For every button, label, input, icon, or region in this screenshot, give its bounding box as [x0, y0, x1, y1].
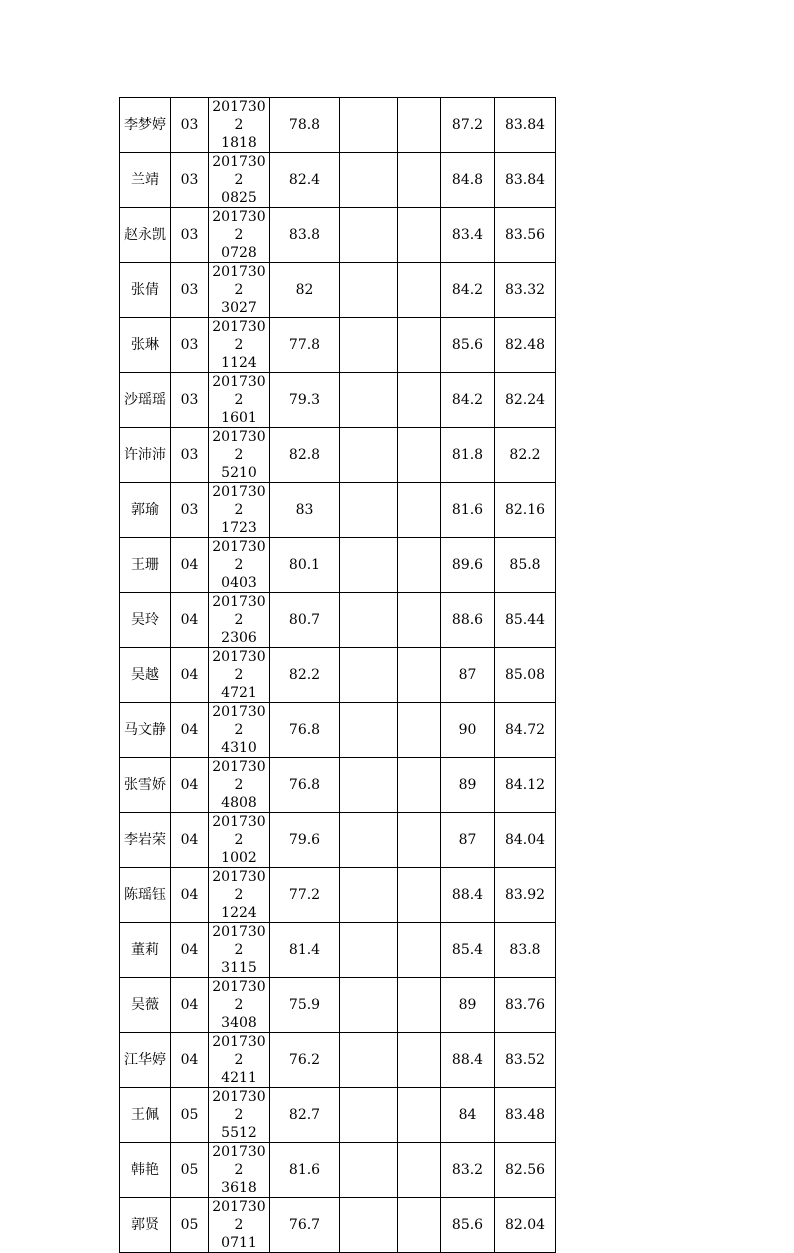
- total-score: 83.8: [495, 923, 556, 978]
- table-row: [120, 1143, 556, 1198]
- written-score: 82: [270, 263, 340, 318]
- group-number: 03: [171, 428, 209, 483]
- written-score: 79.3: [270, 373, 340, 428]
- exam-id-line-1: 2017302: [212, 484, 266, 518]
- exam-id-line-2: 1224: [221, 905, 257, 921]
- group-number: 04: [171, 593, 209, 648]
- blank-cell: [340, 978, 398, 1033]
- group-number: 04: [171, 648, 209, 703]
- table-row: [120, 703, 556, 758]
- table-row: [120, 318, 556, 373]
- exam-id-line-1: 2017302: [212, 264, 266, 298]
- interview-score: 84.8: [441, 153, 495, 208]
- candidate-name: 张倩: [120, 263, 171, 318]
- group-number: 03: [171, 373, 209, 428]
- candidate-name: 沙瑶瑶: [120, 373, 171, 428]
- group-number: 04: [171, 758, 209, 813]
- exam-id-line-2: 3618: [221, 1180, 257, 1196]
- blank-cell: [340, 1143, 398, 1198]
- exam-id: [209, 1033, 270, 1088]
- exam-id: [209, 538, 270, 593]
- exam-id-line-2: 3408: [221, 1015, 257, 1031]
- exam-id: [209, 758, 270, 813]
- blank-cell: [398, 758, 441, 813]
- blank-cell: [398, 1088, 441, 1143]
- blank-cell: [398, 538, 441, 593]
- interview-score: 89.6: [441, 538, 495, 593]
- blank-cell: [398, 703, 441, 758]
- candidate-name: 李岩荣: [120, 813, 171, 868]
- total-score: 83.56: [495, 208, 556, 263]
- interview-score: 81.8: [441, 428, 495, 483]
- exam-id: [209, 978, 270, 1033]
- written-score: 76.2: [270, 1033, 340, 1088]
- total-score: 83.48: [495, 1088, 556, 1143]
- exam-id-line-1: 2017302: [212, 649, 266, 683]
- table-row: [120, 208, 556, 263]
- total-score: 82.04: [495, 1198, 556, 1253]
- exam-id-line-1: 2017302: [212, 759, 266, 793]
- candidate-name: 江华婷: [120, 1033, 171, 1088]
- blank-cell: [340, 758, 398, 813]
- candidate-name: 吴薇: [120, 978, 171, 1033]
- candidate-name: 郭贤: [120, 1198, 171, 1253]
- blank-cell: [340, 1198, 398, 1253]
- total-score: 83.52: [495, 1033, 556, 1088]
- interview-score: 83.2: [441, 1143, 495, 1198]
- blank-cell: [398, 483, 441, 538]
- exam-id-line-1: 2017302: [212, 319, 266, 353]
- interview-score: 87: [441, 648, 495, 703]
- blank-cell: [340, 153, 398, 208]
- candidate-name: 吴越: [120, 648, 171, 703]
- exam-id: [209, 153, 270, 208]
- candidate-name: 韩艳: [120, 1143, 171, 1198]
- exam-id-line-1: 2017302: [212, 429, 266, 463]
- blank-cell: [398, 923, 441, 978]
- interview-score: 88.6: [441, 593, 495, 648]
- exam-id-line-1: 2017302: [212, 209, 266, 243]
- interview-score: 87: [441, 813, 495, 868]
- group-number: 03: [171, 483, 209, 538]
- written-score: 75.9: [270, 978, 340, 1033]
- candidate-name: 郭瑜: [120, 483, 171, 538]
- table-row: [120, 923, 556, 978]
- group-number: 03: [171, 98, 209, 153]
- written-score: 83: [270, 483, 340, 538]
- exam-id-line-2: 0825: [221, 190, 257, 206]
- exam-id: [209, 1088, 270, 1143]
- table-row: [120, 373, 556, 428]
- table-row: [120, 868, 556, 923]
- table-row: [120, 1198, 556, 1253]
- exam-id-line-2: 1124: [221, 355, 257, 371]
- exam-id-line-1: 2017302: [212, 704, 266, 738]
- interview-score: 84.2: [441, 373, 495, 428]
- exam-id: [209, 318, 270, 373]
- exam-id: [209, 428, 270, 483]
- table-row: [120, 428, 556, 483]
- exam-id-line-1: 2017302: [212, 814, 266, 848]
- blank-cell: [340, 923, 398, 978]
- interview-score: 88.4: [441, 1033, 495, 1088]
- total-score: 84.04: [495, 813, 556, 868]
- table-row: [120, 153, 556, 208]
- exam-id: [209, 208, 270, 263]
- total-score: 83.84: [495, 98, 556, 153]
- table-row: [120, 593, 556, 648]
- blank-cell: [398, 1198, 441, 1253]
- total-score: 83.84: [495, 153, 556, 208]
- exam-id-line-2: 3115: [221, 960, 257, 976]
- total-score: 82.24: [495, 373, 556, 428]
- blank-cell: [398, 648, 441, 703]
- exam-id-line-1: 2017302: [212, 1199, 266, 1233]
- blank-cell: [340, 373, 398, 428]
- exam-id: [209, 1143, 270, 1198]
- interview-score: 84.2: [441, 263, 495, 318]
- candidate-name: 许沛沛: [120, 428, 171, 483]
- written-score: 77.2: [270, 868, 340, 923]
- blank-cell: [398, 978, 441, 1033]
- interview-score: 90: [441, 703, 495, 758]
- table-row: [120, 483, 556, 538]
- exam-id: [209, 483, 270, 538]
- blank-cell: [340, 1088, 398, 1143]
- group-number: 04: [171, 923, 209, 978]
- interview-score: 85.4: [441, 923, 495, 978]
- exam-id-line-1: 2017302: [212, 924, 266, 958]
- candidate-name: 吴玲: [120, 593, 171, 648]
- candidate-name: 陈瑶钰: [120, 868, 171, 923]
- exam-id: [209, 868, 270, 923]
- total-score: 83.92: [495, 868, 556, 923]
- table-row: [120, 978, 556, 1033]
- blank-cell: [340, 593, 398, 648]
- written-score: 76.8: [270, 703, 340, 758]
- blank-cell: [340, 813, 398, 868]
- exam-id: [209, 648, 270, 703]
- candidate-name: 张雪娇: [120, 758, 171, 813]
- blank-cell: [340, 263, 398, 318]
- exam-id-line-1: 2017302: [212, 1089, 266, 1123]
- total-score: 82.16: [495, 483, 556, 538]
- table-row: [120, 1088, 556, 1143]
- total-score: 82.48: [495, 318, 556, 373]
- exam-id-line-2: 1002: [221, 850, 257, 866]
- exam-id-line-2: 4808: [221, 795, 257, 811]
- exam-id: [209, 1198, 270, 1253]
- candidate-name: 王珊: [120, 538, 171, 593]
- group-number: 03: [171, 153, 209, 208]
- blank-cell: [398, 373, 441, 428]
- group-number: 04: [171, 538, 209, 593]
- group-number: 04: [171, 978, 209, 1033]
- exam-id: [209, 593, 270, 648]
- interview-score: 89: [441, 758, 495, 813]
- table-row: [120, 263, 556, 318]
- exam-id-line-2: 1818: [221, 135, 257, 151]
- total-score: 85.8: [495, 538, 556, 593]
- exam-id-line-2: 4211: [221, 1070, 257, 1086]
- blank-cell: [398, 1143, 441, 1198]
- total-score: 85.44: [495, 593, 556, 648]
- total-score: 84.72: [495, 703, 556, 758]
- blank-cell: [340, 648, 398, 703]
- blank-cell: [398, 593, 441, 648]
- group-number: 03: [171, 263, 209, 318]
- blank-cell: [340, 428, 398, 483]
- exam-id-line-1: 2017302: [212, 1144, 266, 1178]
- blank-cell: [398, 263, 441, 318]
- blank-cell: [398, 208, 441, 263]
- written-score: 82.2: [270, 648, 340, 703]
- exam-id-line-1: 2017302: [212, 869, 266, 903]
- exam-id-line-2: 1723: [221, 520, 257, 536]
- table-row: [120, 648, 556, 703]
- total-score: 83.76: [495, 978, 556, 1033]
- candidate-name: 马文静: [120, 703, 171, 758]
- interview-score: 81.6: [441, 483, 495, 538]
- candidate-name: 董莉: [120, 923, 171, 978]
- blank-cell: [398, 868, 441, 923]
- group-number: 03: [171, 318, 209, 373]
- interview-score: 87.2: [441, 98, 495, 153]
- blank-cell: [340, 703, 398, 758]
- candidate-name: 兰靖: [120, 153, 171, 208]
- table-row: [120, 1033, 556, 1088]
- exam-id-line-2: 2306: [221, 630, 257, 646]
- written-score: 81.6: [270, 1143, 340, 1198]
- total-score: 84.12: [495, 758, 556, 813]
- blank-cell: [340, 1033, 398, 1088]
- exam-id: [209, 703, 270, 758]
- blank-cell: [340, 868, 398, 923]
- exam-id-line-2: 3027: [221, 300, 257, 316]
- exam-id-line-2: 4721: [221, 685, 257, 701]
- exam-id-line-1: 2017302: [212, 979, 266, 1013]
- written-score: 79.6: [270, 813, 340, 868]
- blank-cell: [340, 98, 398, 153]
- exam-id: [209, 373, 270, 428]
- blank-cell: [398, 153, 441, 208]
- blank-cell: [398, 1033, 441, 1088]
- interview-score: 88.4: [441, 868, 495, 923]
- interview-score: 83.4: [441, 208, 495, 263]
- exam-id: [209, 923, 270, 978]
- interview-score: 89: [441, 978, 495, 1033]
- total-score: 83.32: [495, 263, 556, 318]
- written-score: 77.8: [270, 318, 340, 373]
- blank-cell: [340, 318, 398, 373]
- exam-id-line-2: 4310: [221, 740, 257, 756]
- group-number: 03: [171, 208, 209, 263]
- table-row: [120, 98, 556, 153]
- candidate-name: 李梦婷: [120, 98, 171, 153]
- exam-id-line-2: 1601: [221, 410, 257, 426]
- total-score: 85.08: [495, 648, 556, 703]
- blank-cell: [398, 98, 441, 153]
- score-table: [119, 97, 556, 1253]
- table-row: [120, 758, 556, 813]
- exam-id-line-2: 0711: [221, 1235, 257, 1251]
- blank-cell: [398, 428, 441, 483]
- blank-cell: [340, 483, 398, 538]
- blank-cell: [340, 538, 398, 593]
- written-score: 81.4: [270, 923, 340, 978]
- exam-id-line-1: 2017302: [212, 1034, 266, 1068]
- total-score: 82.56: [495, 1143, 556, 1198]
- interview-score: 85.6: [441, 318, 495, 373]
- group-number: 04: [171, 1033, 209, 1088]
- written-score: 78.8: [270, 98, 340, 153]
- interview-score: 85.6: [441, 1198, 495, 1253]
- blank-cell: [398, 813, 441, 868]
- blank-cell: [398, 318, 441, 373]
- written-score: 82.4: [270, 153, 340, 208]
- group-number: 04: [171, 703, 209, 758]
- interview-score: 84: [441, 1088, 495, 1143]
- exam-id-line-1: 2017302: [212, 154, 266, 188]
- exam-id-line-2: 5210: [221, 465, 257, 481]
- total-score: 82.2: [495, 428, 556, 483]
- written-score: 80.7: [270, 593, 340, 648]
- exam-id-line-2: 0728: [221, 245, 257, 261]
- blank-cell: [340, 208, 398, 263]
- score-table-body: [120, 98, 556, 1253]
- written-score: 76.8: [270, 758, 340, 813]
- candidate-name: 张琳: [120, 318, 171, 373]
- written-score: 76.7: [270, 1198, 340, 1253]
- written-score: 83.8: [270, 208, 340, 263]
- written-score: 82.7: [270, 1088, 340, 1143]
- exam-id-line-1: 2017302: [212, 99, 266, 133]
- written-score: 80.1: [270, 538, 340, 593]
- exam-id-line-1: 2017302: [212, 594, 266, 628]
- candidate-name: 王佩: [120, 1088, 171, 1143]
- exam-id: [209, 263, 270, 318]
- group-number: 05: [171, 1088, 209, 1143]
- table-row: [120, 538, 556, 593]
- exam-id-line-2: 0403: [221, 575, 257, 591]
- group-number: 05: [171, 1198, 209, 1253]
- written-score: 82.8: [270, 428, 340, 483]
- exam-id-line-1: 2017302: [212, 374, 266, 408]
- group-number: 05: [171, 1143, 209, 1198]
- exam-id-line-2: 5512: [221, 1125, 257, 1141]
- table-row: [120, 813, 556, 868]
- group-number: 04: [171, 868, 209, 923]
- exam-id-line-1: 2017302: [212, 539, 266, 573]
- exam-id: [209, 813, 270, 868]
- group-number: 04: [171, 813, 209, 868]
- candidate-name: 赵永凯: [120, 208, 171, 263]
- exam-id: [209, 98, 270, 153]
